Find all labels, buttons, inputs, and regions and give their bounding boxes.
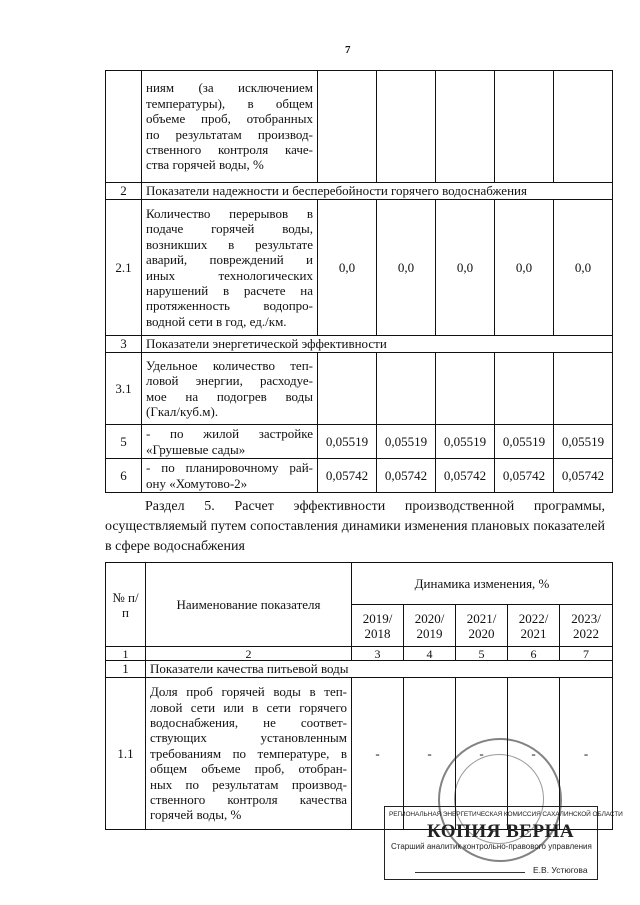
row-number: 6: [106, 459, 142, 493]
value-cell: 0,0: [377, 200, 436, 336]
row-number: [106, 71, 142, 183]
indicators-table: [105, 70, 613, 493]
table-row: [106, 353, 613, 425]
value-cell: 0,05742: [377, 459, 436, 493]
row-number: 2: [106, 183, 142, 200]
value-cell: 0,0: [554, 200, 613, 336]
table-row: [106, 71, 613, 183]
value-cell: 0,0: [436, 200, 495, 336]
description-line: подаче горячей воды,: [146, 221, 313, 237]
section-title: Показатели качества питьевой воды: [146, 661, 613, 678]
year-header: 2019/ 2018: [352, 605, 404, 647]
description-line: требованиям по температуре, в: [150, 745, 347, 761]
column-number: 1: [106, 647, 146, 661]
value-cell: -: [352, 678, 404, 830]
value-cell: [318, 353, 377, 425]
row-description: [142, 200, 318, 336]
row-description: [142, 353, 318, 425]
value-cell: 0,05519: [436, 425, 495, 459]
name-header: Наименование показателя: [146, 563, 352, 647]
description-line: общем объеме проб, отобран-: [150, 761, 347, 777]
description-line: ону «Хомутово-2»: [146, 475, 248, 491]
value-cell: [377, 353, 436, 425]
value-cell: [377, 71, 436, 183]
row-description: [142, 425, 318, 459]
description-line: ственного контроля каче-: [146, 141, 313, 157]
num-header: № п/п: [106, 563, 146, 647]
row-number: 2.1: [106, 200, 142, 336]
page-number: 7: [345, 44, 351, 56]
value-cell: -: [456, 678, 508, 830]
description-line: нарушений в расчете на: [146, 282, 313, 298]
value-cell: [436, 353, 495, 425]
section-number: 1: [106, 661, 146, 678]
value-cell: 0,05519: [377, 425, 436, 459]
value-cell: [554, 71, 613, 183]
description-line: «Грушевые сады»: [146, 441, 246, 457]
value-cell: [495, 71, 554, 183]
description-line: объеме проб, отобранных: [146, 111, 313, 127]
section-title: Показатели энергетической эффективности: [142, 336, 613, 353]
value-cell: 0,05742: [554, 459, 613, 493]
row-number: 1.1: [106, 678, 146, 830]
description-line: Доля проб горячей воды в теп-: [150, 684, 347, 700]
table-row: [106, 200, 613, 336]
column-number: 2: [146, 647, 352, 661]
description-line: аварий, повреждений и: [146, 252, 313, 268]
description-line: ниям (за исключением: [146, 80, 313, 96]
year-header: 2022/ 2021: [508, 605, 560, 647]
year-header: 2023/ 2022: [560, 605, 613, 647]
row-number: 3.1: [106, 353, 142, 425]
description-line: горячей воды, %: [150, 807, 242, 823]
value-cell: 0,05742: [436, 459, 495, 493]
description-line: протяженность водопро-: [146, 298, 313, 314]
value-cell: 0,05519: [318, 425, 377, 459]
value-cell: [495, 353, 554, 425]
year-header: 2021/ 2020: [456, 605, 508, 647]
section-row: [106, 661, 613, 678]
certification-stamp: [384, 806, 623, 880]
row-description: [142, 459, 318, 493]
description-line: по результатам производ-: [146, 126, 313, 142]
value-cell: -: [404, 678, 456, 830]
stamp-copy-verified: КОПИЯ ВЕРНА: [427, 821, 575, 842]
table-row: [106, 459, 613, 493]
table-row: [106, 425, 613, 459]
value-cell: [436, 71, 495, 183]
table-row: [106, 183, 613, 200]
section-title: Показатели надежности и бесперебойности горячего водоснабжения: [142, 183, 613, 200]
description-line: ловой энергии, расходуе-: [146, 373, 313, 389]
row-description: [146, 678, 352, 830]
description-line: иных технологических: [146, 267, 313, 283]
description-line: - по планировочному рай-: [146, 460, 313, 476]
value-cell: [554, 353, 613, 425]
row-number: 3: [106, 336, 142, 353]
column-number: 7: [560, 647, 613, 661]
description-line: водной сети в год, ед./км.: [146, 313, 287, 329]
row-description: [142, 71, 318, 183]
dynamics-header: Динамика изменения, %: [352, 563, 613, 605]
description-line: ства горячей воды, %: [146, 157, 264, 173]
value-cell: -: [508, 678, 560, 830]
table-row: [106, 336, 613, 353]
description-line: ствующих установленным: [150, 730, 347, 746]
description-line: водоснабжения, не соответ-: [150, 714, 347, 730]
description-line: - по жилой застройке: [146, 426, 313, 442]
table-header-row: [106, 563, 613, 605]
value-cell: -: [560, 678, 613, 830]
year-header: 2020/ 2019: [404, 605, 456, 647]
value-cell: 0,05742: [318, 459, 377, 493]
row-number: 5: [106, 425, 142, 459]
stamp-name: Е.В. Устюгова: [533, 865, 588, 875]
column-number: 6: [508, 647, 560, 661]
description-line: возникших в результате: [146, 236, 313, 252]
stamp-position: Старший аналитик контрольно-правового управления: [391, 842, 592, 851]
description-line: (Гкал/куб.м).: [146, 403, 219, 419]
column-numbers-row: [106, 647, 613, 661]
description-line: Количество перерывов в: [146, 205, 313, 221]
column-number: 4: [404, 647, 456, 661]
description-line: Удельное количество теп-: [146, 357, 313, 373]
value-cell: 0,0: [318, 200, 377, 336]
value-cell: 0,05519: [495, 425, 554, 459]
column-number: 3: [352, 647, 404, 661]
column-number: 5: [456, 647, 508, 661]
description-line: ственного контроля качества: [150, 792, 347, 808]
stamp-organization: РЕГИОНАЛЬНАЯ ЭНЕРГЕТИЧЕСКАЯ КОМИССИЯ САХАЛИНСКОЙ ОБЛАСТИ: [389, 811, 623, 818]
value-cell: 0,05519: [554, 425, 613, 459]
section-5-heading: Раздел 5. Расчет эффективности производственной программы, осуществляемый путем сопоставления динамики изменения плановых показателей в сфере водоснабжения: [105, 499, 605, 554]
value-cell: [318, 71, 377, 183]
value-cell: 0,0: [495, 200, 554, 336]
description-line: температуры), в общем: [146, 95, 313, 111]
description-line: ных по результатам производ-: [150, 776, 347, 792]
description-line: мое на подогрев воды: [146, 388, 313, 404]
value-cell: 0,05742: [495, 459, 554, 493]
description-line: ловой сети или в сети горячего: [150, 699, 347, 715]
signature-line: [415, 872, 525, 873]
